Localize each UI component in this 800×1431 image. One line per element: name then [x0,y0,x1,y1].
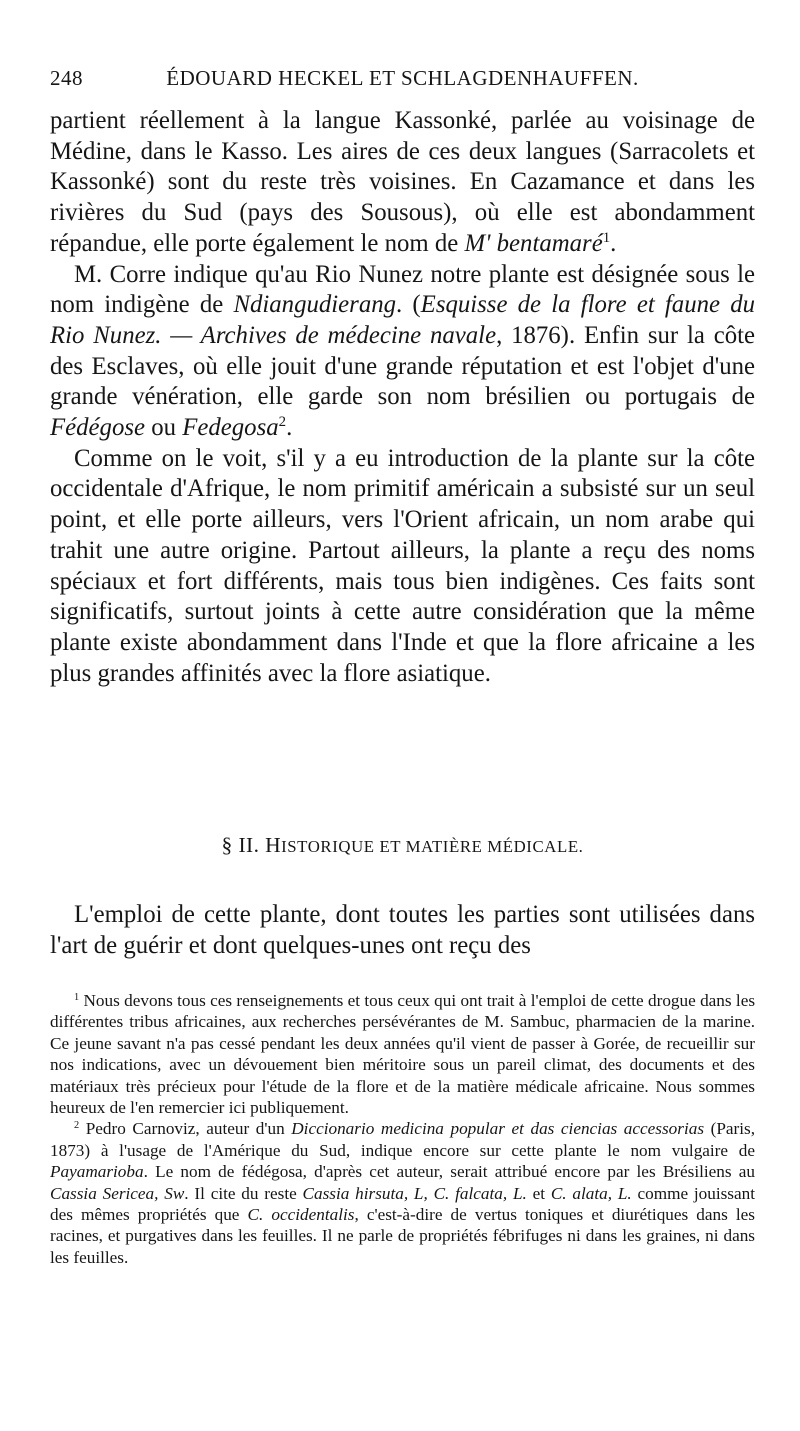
text-span: , 1876). Enfin sur la côte des Esclaves, où elle jouit d'une grande réputation et est l'objet d'une grande vénération, elle garde son nom brésilien ou portugais de [50,321,755,411]
text-span: Pedro Carnoviz, auteur d'un [85,1119,292,1139]
species-name: Cassia Sericea, Sw [50,1183,185,1203]
running-head: ÉDOUARD HECKEL ET SCHLAGDENHAUFFEN. [166,66,639,90]
vernacular-name: Payamarioba [50,1162,144,1182]
vernacular-name: Fedegosa [182,414,279,442]
footnote-2 [50,1118,755,1268]
vernacular-name: M' bentamaré [464,229,603,257]
cited-source: Esquisse de la flore et faune du Rio Nunez. — Archives de médecine navale [50,291,755,349]
section-title: ISTORIQUE ET MATIÈRE MÉDICALE. [281,837,584,856]
species-name: C. alata, L. [550,1183,632,1203]
footnote-number: 2 [74,1120,80,1132]
text-span: comme jouissant des mêmes propriétés que [50,1183,755,1225]
book-title: Diccionario medicina popular et das ciencias accessorias [291,1119,705,1139]
footnote-ref-1: 1 [602,229,611,246]
text-span: ou [145,414,183,442]
paragraph-1 [50,106,755,260]
section-title-cap: H [265,833,282,857]
paragraph-2 [50,260,755,444]
text-span: (Paris, 1873) à l'usage de l'Amérique du Sud, indique encore sur cette plante le nom vulgaire de [50,1119,755,1160]
vernacular-name: Fédégose [50,414,146,442]
text-span: partient réellement à la langue Kassonké, parlée au voisinage de Médine, dans le Kasso. Les aires de ces deux langues (Sarracolets et Kassonké) sont du reste très voisines. En Cazamance et dans les rivières du Sud (pays des Sousous), où elle est abondamment répandue, elle porte également le nom de [50,107,755,257]
section-mark: § II. [221,833,260,857]
section-text [50,900,755,961]
text-span: . Il cite du reste [184,1183,303,1203]
footnote-1 [50,990,755,1118]
footnote-number: 1 [74,991,80,1003]
main-text [50,106,755,689]
text-span: . Le nom de fédégosa, d'après cet auteur, serait attribué encore par les Brésiliens au [143,1162,755,1182]
species-name: C. occidentalis [247,1205,355,1225]
text-span: et [526,1183,551,1203]
text-span: M. Corre indique qu'au Rio Nunez notre plante est désignée sous le nom indigène de [50,260,755,319]
species-name: Cassia hirsuta, L, C. falcata, L. [302,1183,527,1203]
footnote-ref-2: 2 [278,414,287,431]
text-span: . [286,414,293,442]
paragraph-4: L'emploi de cette plante, dont toutes les parties sont utilisées dans l'art de guérir et dont quelques-unes ont reçu des [50,901,755,959]
section-heading [50,833,755,858]
footnotes [50,990,755,1268]
text-span: . [610,229,617,257]
page-number: 248 [50,66,83,90]
running-header [50,66,755,96]
text-span: . ( [396,291,421,319]
paragraph-3: Comme on le voit, s'il y a eu introduction de la plante sur la côte occidentale d'Afrique, le nom primitif américain a subsisté sur un seul point, et elle porte ailleurs, vers l'Orient africain, un nom arabe qui trahit une autre origine. Partout ailleurs, la plante a reçu des noms spéciaux et fort différents, mais tous bien indigènes. Ces faits sont significatifs, surtout joints à cette autre considération que la même plante existe abondamment dans l'Inde et que la flore africaine a les plus grandes affinités avec la flore asiatique. [50,444,755,687]
vernacular-name: Ndiangudierang [233,291,397,319]
footnote-text: Nous devons tous ces renseignements et tous ceux qui ont trait à l'emploi de cette drogue dans les différentes tribus africaines, aux recherches persévérantes de M. Sambuc, pharmacien de la marine. Ce jeune savant n'a pas cessé pendant les deux années qu'il vient de passer à Gorée, de recueillir sur nos indications, avec un dévouement bien méritoire sous un pareil climat, des documents et des matériaux très précieux pour l'étude de la flore et de la matière médicale africaine. Nous sommes heureux de l'en remercier ici publiquement. [50,991,756,1118]
text-span: , c'est-à-dire de vertus toniques et diurétiques dans les racines, et purgatives dans les feuilles. Il ne parle de propriétés fébrifuges ni dans les graines, ni dans les feuilles. [50,1205,755,1267]
